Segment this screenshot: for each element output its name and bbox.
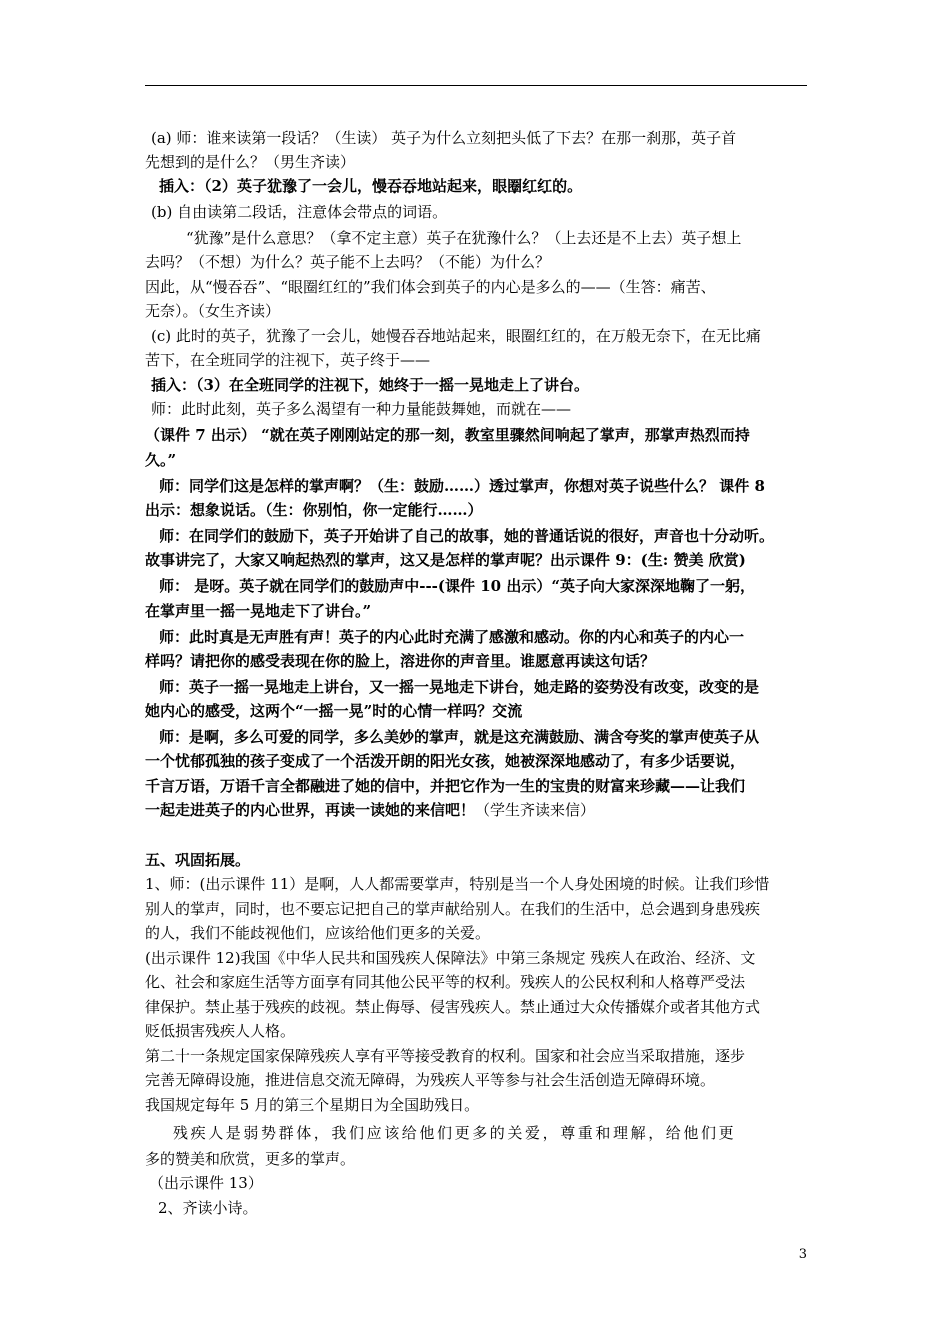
text-line: 久。” bbox=[145, 451, 177, 469]
text-line: (c) 此时的英子，犹豫了一会儿，她慢吞吞地站起来，眼圈红红的，在万般无奈下，在无比痛 bbox=[151, 327, 761, 345]
text-line: 的人，我们不能歧视他们，应该给他们更多的关爱。 bbox=[145, 924, 491, 942]
text-line: 千言万语，万语千言全都融进了她的信中，并把它作为一生的宝贵的财富来珍藏——让我们 bbox=[145, 777, 746, 795]
text-line: 师：此时真是无声胜有声！英子的内心此时充满了感激和感动。你的内心和英子的内心一 bbox=[159, 628, 745, 646]
text-line: 第二十一条规定国家保障残疾人享有平等接受教育的权利。国家和社会应当采取措施，逐步 bbox=[145, 1047, 746, 1065]
text-line: 师：此时此刻，英子多么渴望有一种力量能鼓舞她，而就在—— bbox=[151, 400, 572, 418]
text-span: （学生齐读来信） bbox=[475, 801, 596, 819]
text-line: 样吗？请把你的感受表现在你的脸上，溶进你的声音里。谁愿意再读这句话？ bbox=[145, 652, 656, 670]
text-line: 苦下，在全班同学的注视下，英子终于—— bbox=[145, 351, 431, 369]
text-line: 一个忧郁孤独的孩子变成了一个活泼开朗的阳光女孩，她被深深地感动了，有多少话要说， bbox=[145, 752, 746, 770]
text-line: 出示：想象说话。（生：你别怕，你一定能行……） bbox=[145, 501, 483, 519]
text-line: 律保护。禁止基于残疾的歧视。禁止侮辱、侵害残疾人。禁止通过大众传播媒介或者其他方式 bbox=[145, 998, 761, 1016]
section-heading: 五、巩固拓展。 bbox=[145, 851, 251, 869]
page-number: 3 bbox=[798, 1247, 807, 1262]
text-line: 在掌声里一摇一晃地走下了讲台。” bbox=[145, 602, 372, 620]
text-line: 因此，从“慢吞吞”、“眼圈红红的”我们体会到英子的内心是多么的——（生答：痛苦、 bbox=[145, 278, 716, 296]
text-line: 插入：（2）英子犹豫了一会儿，慢吞吞地站起来，眼圈红红的。 bbox=[159, 177, 583, 195]
text-line: 插入：（3）在全班同学的注视下，她终于一摇一晃地走上了讲台。 bbox=[151, 376, 589, 394]
text-line: 多的赞美和欣赏，更多的掌声。 bbox=[145, 1150, 356, 1168]
text-line: 1、师：(出示课件 11）是啊，人人都需要掌声，特别是当一个人身处困境的时候。让我们珍惜 bbox=[145, 875, 770, 893]
text-line: (出示课件 12)我国《中华人民共和国残疾人保障法》中第三条规定 残疾人在政治、经济、文 bbox=[145, 949, 756, 967]
text-line: 无奈）。（女生齐读） bbox=[145, 302, 281, 320]
text-line: (b) 自由读第二段话，注意体会带点的词语。 bbox=[151, 203, 448, 221]
text-line: 先想到的是什么？（男生齐读） bbox=[145, 153, 356, 171]
text-line: 师：是啊，多么可爱的同学，多么美妙的掌声，就是这充满鼓励、满含夸奖的掌声使英子从 bbox=[159, 728, 760, 746]
text-line: 2、齐读小诗。 bbox=[158, 1199, 258, 1217]
text-line: 贬低损害残疾人人格。 bbox=[145, 1022, 296, 1040]
text-line: 故事讲完了，大家又响起热烈的掌声，这又是怎样的掌声呢？出示课件 9：(生: 赞美 欣赏) bbox=[145, 551, 746, 569]
text-line: “犹豫”是什么意思？（拿不定主意）英子在犹豫什么？（上去还是不上去）英子想上 bbox=[186, 229, 742, 247]
text-line: 残疾人是弱势群体，我们应该给他们更多的关爱，尊重和理解，给他们更 bbox=[173, 1124, 737, 1142]
text-line: （出示课件 13） bbox=[149, 1174, 263, 1192]
text-line: 去吗？（不想）为什么？英子能不上去吗？（不能）为什么？ bbox=[145, 253, 551, 271]
header-rule bbox=[145, 85, 807, 86]
text-line: （课件 7 出示） “就在英子刚刚站定的那一刻，教室里骤然间响起了掌声，那掌声热烈而持 bbox=[145, 426, 750, 444]
text-line: 别人的掌声，同时，也不要忘记把自己的掌声献给别人。在我们的生活中，总会遇到身患残疾 bbox=[145, 900, 761, 918]
text-line: 师：同学们这是怎样的掌声啊？（生：鼓励……）透过掌声，你想对英子说些什么？ 课件 8 bbox=[159, 477, 765, 495]
text-line: 师： 是呀。英子就在同学们的鼓励声中---(课件 10 出示）“英子向大家深深地鞠了一躬， bbox=[159, 577, 755, 595]
text-line: 她内心的感受，这两个“一摇一晃”时的心情一样吗？交流 bbox=[145, 702, 523, 720]
text-span: 一起走进英子的内心世界，再读一读她的来信吧！ bbox=[145, 801, 476, 819]
text-line: 完善无障碍设施，推进信息交流无障碍，为残疾人平等参与社会生活创造无障碍环境。 bbox=[145, 1071, 716, 1089]
text-line: 化、社会和家庭生活等方面享有同其他公民平等的权利。残疾人的公民权利和人格尊严受法 bbox=[145, 973, 746, 991]
text-line: 我国规定每年 5 月的第三个星期日为全国助残日。 bbox=[145, 1096, 480, 1114]
text-line: 师：英子一摇一晃地走上讲台，又一摇一晃地走下讲台，她走路的姿势没有改变，改变的是 bbox=[159, 678, 760, 696]
text-line bbox=[145, 799, 595, 822]
text-line: 师：在同学们的鼓励下，英子开始讲了自己的故事，她的普通话说的很好，声音也十分动听。 bbox=[159, 527, 775, 545]
text-line: (a) 师：谁来读第一段话？（生读） 英子为什么立刻把头低了下去？在那一刹那，英子首 bbox=[151, 129, 737, 147]
